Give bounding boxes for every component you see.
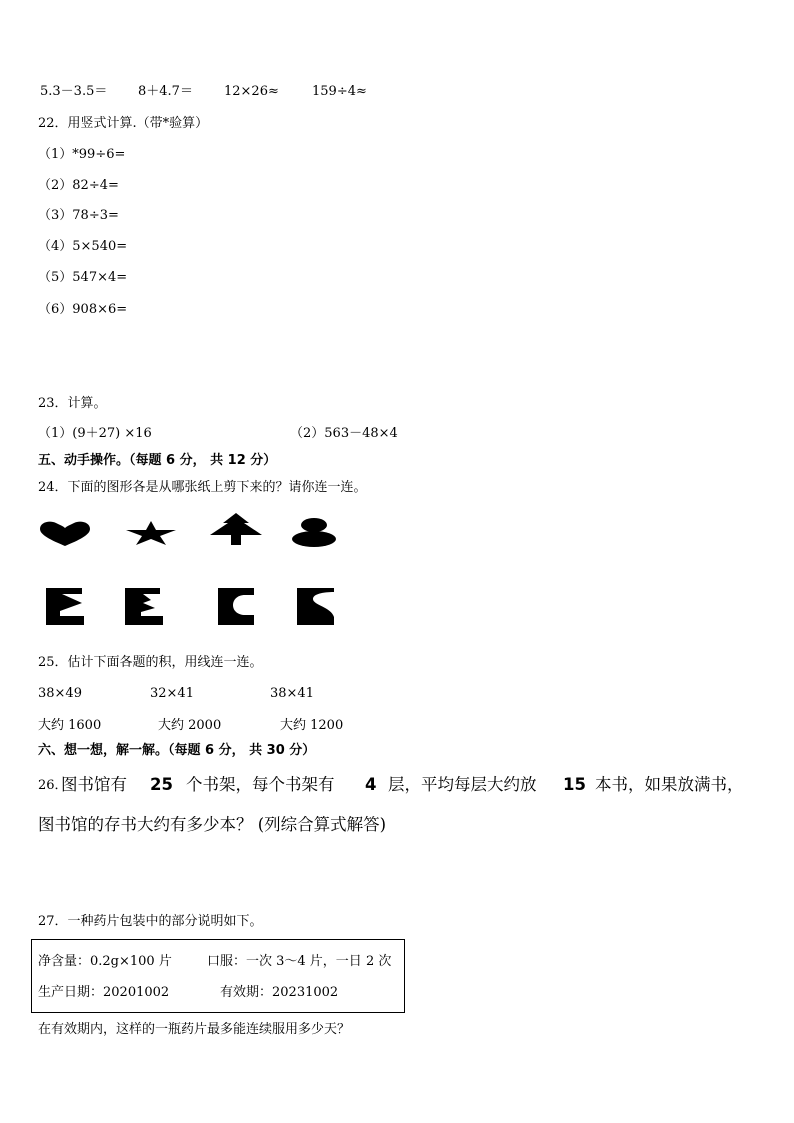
q27-question: 在有效期内，这样的一瓶药片最多能连续服用多少天？ — [38, 1022, 351, 1037]
q25-estimate-2: 大约 2000 — [158, 718, 222, 733]
q26-text-2: 个书架，每个书架有 — [186, 775, 335, 794]
q27-title: 27．一种药片包装中的部分说明如下。 — [38, 914, 263, 929]
q25-estimate-3: 大约 1200 — [280, 718, 344, 733]
q26-line-2: 图书馆的存书大约有多少本？ (列综合算式解答) — [38, 815, 387, 834]
q22-title: 22．用竖式计算.（带*验算） — [38, 116, 209, 131]
q24-title: 24．下面的图形各是从哪张纸上剪下来的？请你连一连。 — [38, 480, 367, 495]
q26-layers: 4 — [365, 775, 377, 794]
q26-number: 26． — [38, 778, 68, 793]
paper-curve-cut-icon — [297, 588, 335, 625]
q22-item-2: （2）82÷4= — [38, 178, 119, 193]
q25-product-3: 38×41 — [270, 686, 314, 701]
section6-title: 六、想一想，解一解。（每题 6 分， 共 30 分） — [38, 743, 316, 758]
q26-books: 15 — [563, 775, 586, 794]
oral-calc-3: 12×26≈ — [224, 84, 279, 99]
star-icon — [125, 521, 177, 545]
paper-triangle-cut-icon — [46, 588, 84, 625]
q25-product-1: 38×49 — [38, 686, 82, 701]
net-content: 净含量：0.2g×100 片 — [38, 954, 172, 969]
oral-calc-4: 159÷4≈ — [312, 84, 367, 99]
q23-item-2: （2）563－48×4 — [290, 426, 398, 441]
section5-title: 五、动手操作。（每题 6 分， 共 12 分） — [38, 453, 277, 468]
q26-shelves: 25 — [150, 775, 173, 794]
q25-product-2: 32×41 — [150, 686, 194, 701]
tree-arrow-icon — [208, 513, 264, 545]
q22-item-6: （6）908×6= — [38, 302, 128, 317]
oral-calc-1: 5.3－3.5＝ — [40, 84, 108, 99]
q25-estimate-1: 大约 1600 — [38, 718, 102, 733]
mushroom-icon — [290, 518, 338, 548]
q22-item-5: （5）547×4= — [38, 270, 128, 285]
paper-round-cut-icon — [218, 588, 256, 625]
q23-title: 23．计算。 — [38, 396, 107, 411]
q23-item-1: （1）(9＋27) ×16 — [38, 426, 152, 441]
q26-text-1: 图书馆有 — [61, 775, 127, 794]
q26-text-4: 本书，如果放满书， — [595, 775, 744, 794]
production-date: 生产日期：20201002 — [38, 985, 170, 1000]
q26-text-3: 层，平均每层大约放 — [388, 775, 537, 794]
dosage: 口服：一次 3～4 片，一日 2 次 — [207, 954, 392, 969]
q25-title: 25．估计下面各题的积，用线连一连。 — [38, 655, 263, 670]
heart-icon — [38, 520, 92, 546]
expiry-date: 有效期：20231002 — [220, 985, 339, 1000]
medicine-label-box — [31, 939, 405, 1013]
q22-item-1: （1）*99÷6= — [38, 147, 126, 162]
paper-zigzag-cut-icon — [125, 588, 163, 625]
q22-item-3: （3）78÷3= — [38, 208, 119, 223]
oral-calc-2: 8＋4.7＝ — [138, 84, 193, 99]
q22-item-4: （4）5×540= — [38, 239, 128, 254]
